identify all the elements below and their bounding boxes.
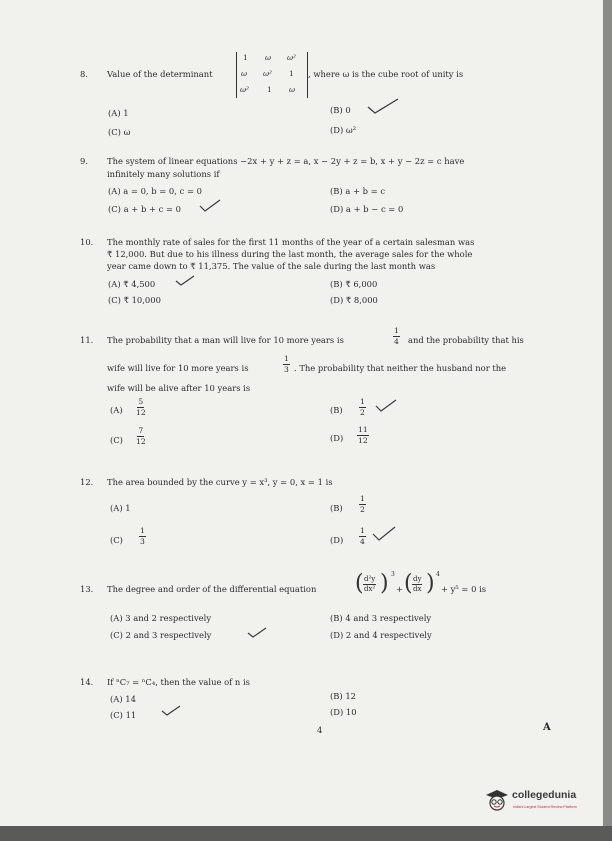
q11-stem-line3: wife will be alive after 10 years is (107, 383, 251, 393)
q8-option-c: (C) ω (108, 127, 131, 137)
q13-option-c: (C) 2 and 3 respectively (110, 630, 212, 640)
fraction: $\frac{1}{2}$ (360, 494, 365, 514)
q11-option-b: (B) (330, 405, 343, 415)
q10-number: 10. (80, 237, 94, 247)
fraction: $\frac{1}{3}$ (284, 354, 289, 374)
logo-tagline: India's Largest Student Review Platform (513, 805, 577, 809)
q14-option-b: (B) 12 (330, 691, 357, 701)
q13-option-a: (A) 3 and 2 respectively (110, 613, 212, 623)
q12-number: 12. (80, 477, 94, 487)
fraction: $\frac{1}{4}$ (394, 326, 399, 346)
q14-option-d: (D) 10 (330, 707, 357, 717)
q10-stem-line1: The monthly rate of sales for the first 11 months of the year of a certain salesman was (107, 237, 475, 247)
q11-number: 11. (80, 335, 94, 345)
answer-tick-icon (374, 398, 398, 414)
collegedunia-logo-icon (483, 786, 511, 812)
fraction: $\frac{5}{12}$ (136, 397, 146, 417)
q9-stem-line1: The system of linear equations −2x + y + z = a, x − 2y + z = b, x + y − 2z = c have (107, 156, 465, 166)
q12-stem: The area bounded by the curve y = x³, y = 0, x = 1 is (107, 477, 333, 487)
left-paren: ( (355, 571, 364, 596)
q8-option-d: (D) ω² (330, 125, 357, 135)
fraction: $\frac{\text{d²y}}{\text{dx²}}$ (364, 575, 376, 593)
q12-option-d: (D) (330, 535, 344, 545)
q14-option-a: (A) 14 (110, 694, 136, 704)
q11-stem-line1a: The probability that a man will live for 10 more years is (107, 335, 344, 345)
q13-option-b: (B) 4 and 3 respectively (330, 613, 432, 623)
q9-stem-line2: infinitely many solutions if (107, 169, 220, 179)
q14-number: 14. (80, 677, 94, 687)
scan-bottom-edge (0, 826, 612, 841)
det-cell: 1 (243, 53, 248, 62)
q8-determinant (236, 52, 308, 98)
q9-option-c: (C) a + b + c = 0 (108, 204, 182, 214)
q10-stem-line3: year came down to ₹ 11,375. The value of the sale during the last month was (107, 261, 436, 271)
q10-option-b: (B) ₹ 6,000 (330, 279, 378, 289)
exponent: 4 (436, 571, 440, 578)
fraction: $\frac{7}{12}$ (136, 426, 146, 446)
q11-stem-line1b: and the probability that his (408, 335, 524, 345)
answer-tick-icon (371, 525, 397, 543)
det-cell: ω² (263, 69, 272, 78)
set-letter: A (543, 722, 551, 733)
det-cell: ω² (287, 53, 296, 62)
det-cell: ω (265, 53, 272, 62)
q14-option-c: (C) 11 (110, 710, 137, 720)
q8-stem-tail: , where ω is the cube root of unity is (308, 69, 464, 79)
q9-option-a: (A) a = 0, b = 0, c = 0 (108, 186, 202, 196)
answer-tick-icon (174, 274, 196, 288)
q11-option-c: (C) (110, 435, 123, 445)
page-number: 4 (317, 725, 323, 735)
q10-option-a: (A) ₹ 4,500 (108, 279, 156, 289)
q12-option-c: (C) (110, 535, 123, 545)
fraction: $\frac{1}{3}$ (140, 526, 145, 546)
answer-tick-icon (366, 96, 400, 116)
q12-option-b: (B) (330, 503, 343, 513)
q11-stem-line2b: . The probability that neither the husband nor the (294, 363, 507, 373)
q8-number: 8. (80, 69, 88, 79)
q10-option-c: (C) ₹ 10,000 (108, 295, 161, 305)
det-cell: ω (241, 69, 248, 78)
q9-number: 9. (80, 156, 88, 166)
q8-option-a: (A) 1 (108, 108, 129, 118)
exponent: 3 (391, 571, 395, 578)
q11-stem-line2a: wife will live for 10 more years is (107, 363, 249, 373)
q10-option-d: (D) ₹ 8,000 (330, 295, 378, 305)
q12-option-a: (A) 1 (110, 503, 131, 513)
right-paren: ) (426, 571, 435, 596)
q8-option-b: (B) 0 (330, 105, 351, 115)
q11-option-a: (A) (110, 405, 123, 415)
answer-tick-icon (246, 626, 268, 640)
answer-tick-icon (198, 198, 222, 214)
det-cell: ω (289, 85, 296, 94)
q9-option-d: (D) a + b − c = 0 (330, 204, 404, 214)
q14-stem: If ⁿC₇ = ⁿC₄, then the value of n is (107, 677, 250, 687)
right-paren: ) (380, 571, 389, 596)
q11-option-d: (D) (330, 433, 344, 443)
q13-stem: The degree and order of the differential equation (107, 584, 317, 594)
fraction: $\frac{1}{4}$ (360, 526, 365, 546)
fraction: $\frac{dy}{dx}$ (413, 575, 422, 593)
q9-option-b: (B) a + b = c (330, 186, 386, 196)
logo-wordmark: collegedunia (512, 789, 577, 801)
det-cell: 1 (289, 69, 294, 78)
plus-sign: + (396, 584, 404, 594)
q10-stem-line2: ₹ 12,000. But due to his illness during the last month, the average sales for the whole (107, 249, 473, 259)
q13-stem-tail: + y⁵ = 0 is (441, 584, 487, 594)
det-cell: 1 (267, 85, 272, 94)
left-paren: ( (404, 571, 413, 596)
det-cell: ω² (240, 85, 249, 94)
q13-number: 13. (80, 584, 94, 594)
q8-stem: Value of the determinant (107, 69, 213, 79)
fraction: $\frac{11}{12}$ (358, 425, 368, 445)
answer-tick-icon (160, 704, 182, 718)
fraction: $\frac{1}{2}$ (360, 397, 365, 417)
q13-option-d: (D) 2 and 4 respectively (330, 630, 432, 640)
